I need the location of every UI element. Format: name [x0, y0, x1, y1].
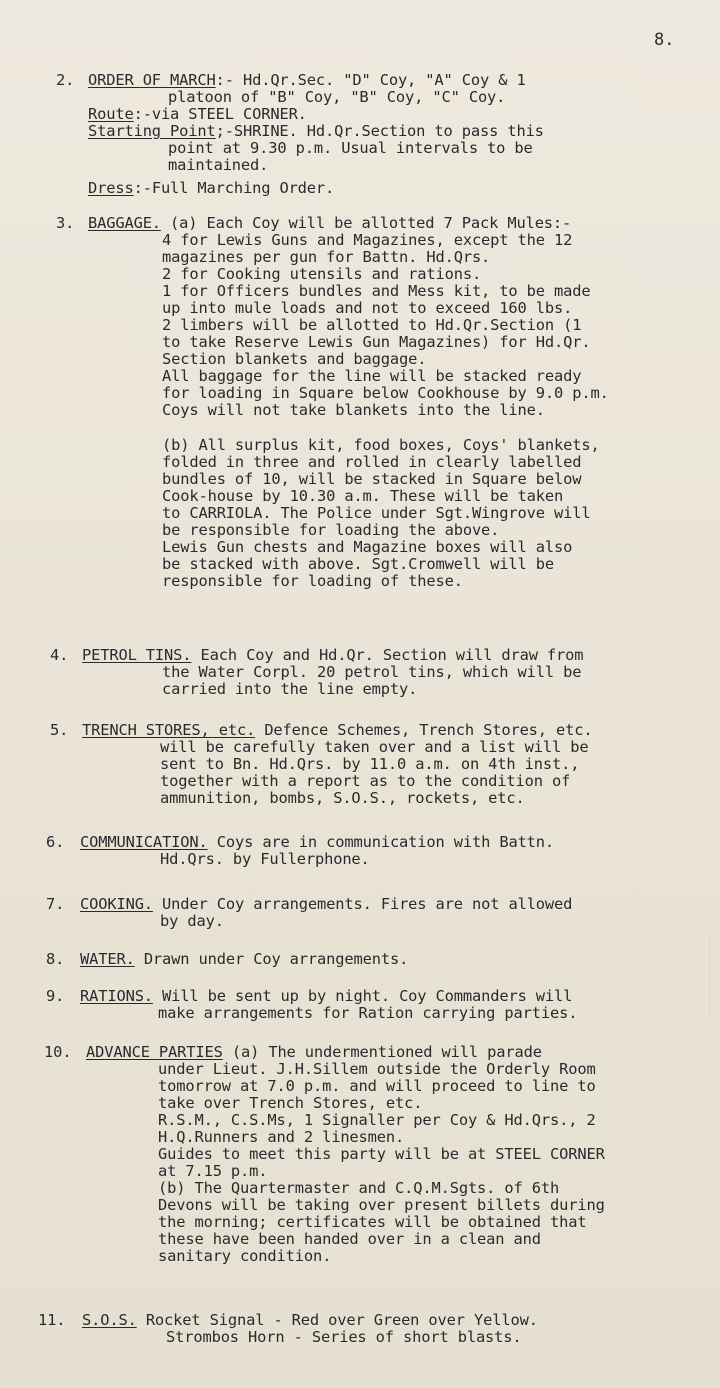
text-line — [162, 317, 581, 334]
text-line — [168, 157, 268, 174]
line-text: sanitary condition. — [158, 1247, 332, 1265]
line-text: Rocket Signal - Red over Green over Yellow. — [136, 1311, 538, 1329]
heading-label: ORDER OF MARCH — [88, 71, 216, 89]
heading-label: TRENCH STORES, etc. — [82, 721, 256, 739]
text-line — [80, 896, 572, 913]
text-line — [158, 1095, 422, 1112]
heading-label: COMMUNICATION. — [80, 833, 208, 851]
heading-label: BAGGAGE. — [88, 214, 161, 232]
line-text: point at 9.30 p.m. Usual intervals to be — [168, 139, 533, 157]
heading-label: Route — [88, 105, 134, 123]
text-line — [158, 1163, 267, 1180]
line-text: (a) Each Coy will be allotted 7 Pack Mules:- — [160, 214, 572, 232]
line-text: Strombos Horn - Series of short blasts. — [166, 1328, 522, 1346]
line-text: maintained. — [168, 156, 269, 174]
text-line — [162, 556, 554, 573]
line-text: Devons will be taking over present billets during — [158, 1196, 605, 1214]
text-line — [158, 1248, 331, 1265]
line-text: for loading in Square below Cookhouse by 9.0 p.m. — [162, 384, 609, 402]
paragraph-number: 4. — [50, 646, 69, 664]
line-text: 2 for Cooking utensils and rations. — [162, 265, 482, 283]
line-text: bundles of 10, will be stacked in Square below — [162, 470, 582, 488]
paragraph-number: 11. — [38, 1311, 66, 1329]
text-line — [158, 1112, 596, 1129]
line-text: folded in three and rolled in clearly labelled — [162, 453, 582, 471]
line-text: to CARRIOLA. The Police under Sgt.Wingrove will — [162, 504, 591, 522]
text-line — [162, 368, 581, 385]
text-line — [82, 722, 593, 739]
line-text: magazines per gun for Battn. Hd.Qrs. — [162, 248, 491, 266]
text-line — [158, 1061, 596, 1078]
line-text: H.Q.Runners and 2 linesmen. — [158, 1128, 405, 1146]
line-text: 1 for Officers bundles and Mess kit, to be made — [162, 282, 591, 300]
text-line — [158, 1231, 541, 1248]
heading-label: Starting Point — [88, 122, 216, 140]
line-text: All baggage for the line will be stacked ready — [162, 367, 582, 385]
paragraph-number: 9. — [46, 987, 65, 1005]
line-text: Guides to meet this party will be at STEEL CORNER — [158, 1145, 605, 1163]
line-text: (a) The undermentioned will parade — [222, 1043, 542, 1061]
text-line — [88, 123, 544, 140]
line-text: Will be sent up by night. Coy Commanders will — [152, 987, 573, 1005]
line-text: to take Reserve Lewis Gun Magazines) for Hd.Qr. — [162, 333, 591, 351]
line-text: :-Full Marching Order. — [133, 179, 335, 197]
text-line — [162, 300, 572, 317]
text-line — [168, 89, 505, 106]
paragraph-number: 8. — [46, 950, 65, 968]
text-line — [158, 1005, 577, 1022]
text-line — [160, 756, 579, 773]
text-line — [80, 951, 408, 968]
paragraph-number: 6. — [46, 833, 65, 851]
line-text: these have been handed over in a clean and — [158, 1230, 541, 1248]
text-line — [160, 739, 588, 756]
text-line — [88, 106, 307, 123]
line-text: Defence Schemes, Trench Stores, etc. — [255, 721, 593, 739]
line-text: (b) The Quartermaster and C.Q.M.Sgts. of 6th — [158, 1179, 560, 1197]
line-text: Drawn under Coy arrangements. — [134, 950, 409, 968]
text-line — [158, 1129, 404, 1146]
text-line — [162, 539, 572, 556]
text-line — [88, 180, 334, 197]
text-line — [86, 1044, 542, 1061]
text-line — [160, 790, 525, 807]
heading-label: ADVANCE PARTIES — [86, 1043, 223, 1061]
paper-edge-shadow — [709, 930, 720, 1020]
text-line — [158, 1146, 605, 1163]
text-line — [158, 1214, 586, 1231]
line-text: carried into the line empty. — [162, 680, 418, 698]
text-line — [158, 1180, 559, 1197]
line-text: Coys will not take blankets into the line. — [162, 401, 545, 419]
line-text: Lewis Gun chests and Magazine boxes will also — [162, 538, 573, 556]
paragraph-number: 10. — [44, 1043, 72, 1061]
text-line — [160, 851, 370, 868]
text-line — [160, 773, 570, 790]
text-line — [162, 402, 545, 419]
line-text: be responsible for loading the above. — [162, 521, 500, 539]
paragraph-number: 3. — [56, 214, 75, 232]
text-line — [162, 681, 417, 698]
text-line — [158, 1197, 605, 1214]
text-line — [162, 232, 572, 249]
line-text: up into mule loads and not to exceed 160 lbs. — [162, 299, 573, 317]
text-line — [162, 437, 600, 454]
line-text: at 7.15 p.m. — [158, 1162, 268, 1180]
line-text: take over Trench Stores, etc. — [158, 1094, 423, 1112]
line-text: be stacked with above. Sgt.Cromwell will be — [162, 555, 554, 573]
line-text: tomorrow at 7.0 p.m. and will proceed to line to — [158, 1077, 596, 1095]
line-text: ammunition, bombs, S.O.S., rockets, etc. — [160, 789, 525, 807]
text-line — [82, 647, 583, 664]
text-line — [88, 72, 526, 89]
line-text: Coys are in communication with Battn. — [207, 833, 555, 851]
text-line — [88, 215, 571, 232]
text-line — [162, 573, 463, 590]
line-text: Under Coy arrangements. Fires are not allowed — [152, 895, 573, 913]
text-line — [162, 334, 590, 351]
paragraph-number: 7. — [46, 895, 65, 913]
text-line — [80, 988, 572, 1005]
heading-label: PETROL TINS. — [82, 646, 192, 664]
page-number: 8. — [654, 30, 675, 50]
heading-label: Dress — [88, 179, 134, 197]
paragraph-number: 2. — [56, 71, 75, 89]
line-text: Cook-house by 10.30 a.m. These will be taken — [162, 487, 564, 505]
line-text: :-via STEEL CORNER. — [133, 105, 307, 123]
heading-label: WATER. — [80, 950, 135, 968]
line-text: platoon of "B" Coy, "B" Coy, "C" Coy. — [168, 88, 506, 106]
line-text: Section blankets and baggage. — [162, 350, 427, 368]
line-text: the Water Corpl. 20 petrol tins, which will be — [162, 663, 582, 681]
line-text: (b) All surplus kit, food boxes, Coys' blankets, — [162, 436, 600, 454]
text-line — [162, 351, 426, 368]
line-text: responsible for loading of these. — [162, 572, 463, 590]
line-text: sent to Bn. Hd.Qrs. by 11.0 a.m. on 4th inst., — [160, 755, 580, 773]
line-text: together with a report as to the condition of — [160, 772, 571, 790]
text-line — [166, 1329, 522, 1346]
heading-label: RATIONS. — [80, 987, 153, 1005]
text-line — [162, 664, 581, 681]
text-line — [168, 140, 533, 157]
line-text: by day. — [160, 912, 224, 930]
text-line — [162, 249, 490, 266]
text-line — [162, 283, 590, 300]
heading-label: S.O.S. — [82, 1311, 137, 1329]
line-text: 4 for Lewis Guns and Magazines, except the 12 — [162, 231, 573, 249]
text-line — [82, 1312, 538, 1329]
text-line — [162, 505, 590, 522]
text-line — [80, 834, 554, 851]
line-text: R.S.M., C.S.Ms, 1 Signaller per Coy & Hd.Qrs., 2 — [158, 1111, 596, 1129]
text-line — [162, 488, 563, 505]
heading-label: COOKING. — [80, 895, 153, 913]
line-text: the morning; certificates will be obtained that — [158, 1213, 587, 1231]
line-text: ;-SHRINE. Hd.Qr.Section to pass this — [215, 122, 544, 140]
text-line — [162, 454, 581, 471]
line-text: Hd.Qrs. by Fullerphone. — [160, 850, 370, 868]
line-text: under Lieut. J.H.Sillem outside the Orderly Room — [158, 1060, 596, 1078]
line-text: 2 limbers will be allotted to Hd.Qr.Section (1 — [162, 316, 582, 334]
line-text: will be carefully taken over and a list will be — [160, 738, 589, 756]
text-line — [160, 913, 224, 930]
text-line — [162, 385, 609, 402]
line-text: Each Coy and Hd.Qr. Section will draw from — [191, 646, 584, 664]
paragraph-number: 5. — [50, 721, 69, 739]
line-text: make arrangements for Ration carrying parties. — [158, 1004, 578, 1022]
text-line — [162, 266, 481, 283]
text-line — [158, 1078, 596, 1095]
line-text: :- Hd.Qr.Sec. "D" Coy, "A" Coy & 1 — [215, 71, 526, 89]
text-line — [162, 471, 581, 488]
text-line — [162, 522, 499, 539]
